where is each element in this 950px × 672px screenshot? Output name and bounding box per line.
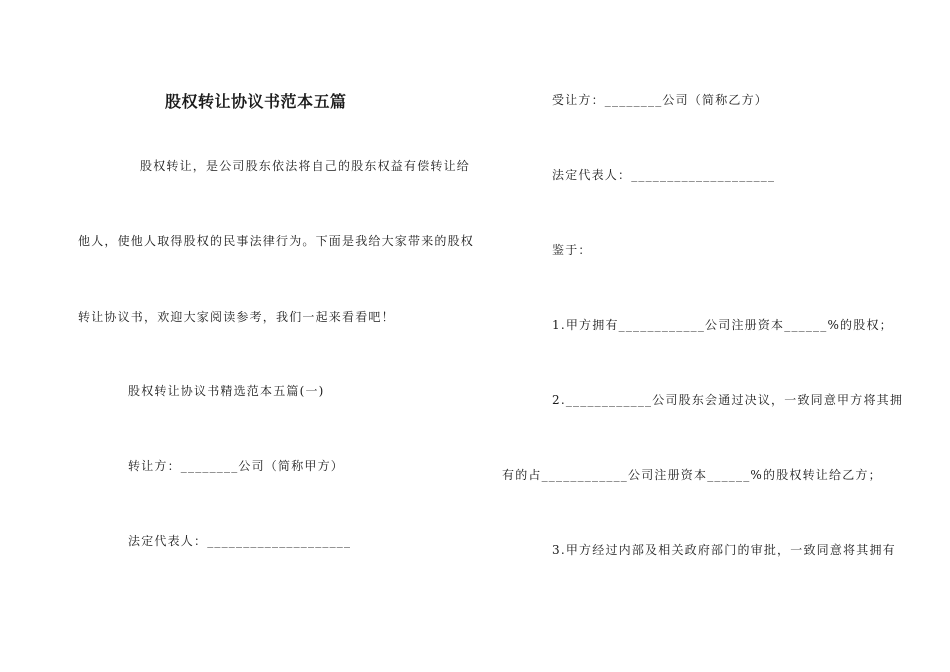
clause-3-line-1: 3.甲方经过内部及相关政府部门的审批，一致同意将其拥有 bbox=[552, 543, 896, 557]
clause-2-line-1: 2.____________公司股东会通过决议，一致同意甲方将其拥 bbox=[552, 393, 904, 407]
whereas-heading: 鉴于： bbox=[552, 243, 592, 257]
intro-paragraph-line-3: 转让协议书，欢迎大家阅读参考，我们一起来看看吧！ bbox=[78, 310, 395, 324]
intro-paragraph-line-1: 股权转让，是公司股东依法将自己的股东权益有偿转让给 bbox=[140, 159, 471, 173]
clause-2-line-2: 有的占____________公司注册资本______%的股权转让给乙方； bbox=[502, 468, 882, 482]
transferee-line: 受让方：________公司（简称乙方） bbox=[552, 93, 769, 107]
intro-paragraph-line-2: 他人，使他人取得股权的民事法律行为。下面是我给大家带来的股权 bbox=[78, 234, 475, 248]
document-title: 股权转让协议书范本五篇 bbox=[165, 92, 347, 111]
section-heading: 股权转让协议书精选范本五篇(一) bbox=[128, 384, 325, 398]
transferor-legal-rep-line: 法定代表人：____________________ bbox=[128, 534, 352, 548]
transferor-line: 转让方：________公司（简称甲方） bbox=[128, 459, 345, 473]
clause-1: 1.甲方拥有____________公司注册资本______%的股权； bbox=[552, 318, 893, 332]
transferee-legal-rep-line: 法定代表人：____________________ bbox=[552, 168, 776, 182]
